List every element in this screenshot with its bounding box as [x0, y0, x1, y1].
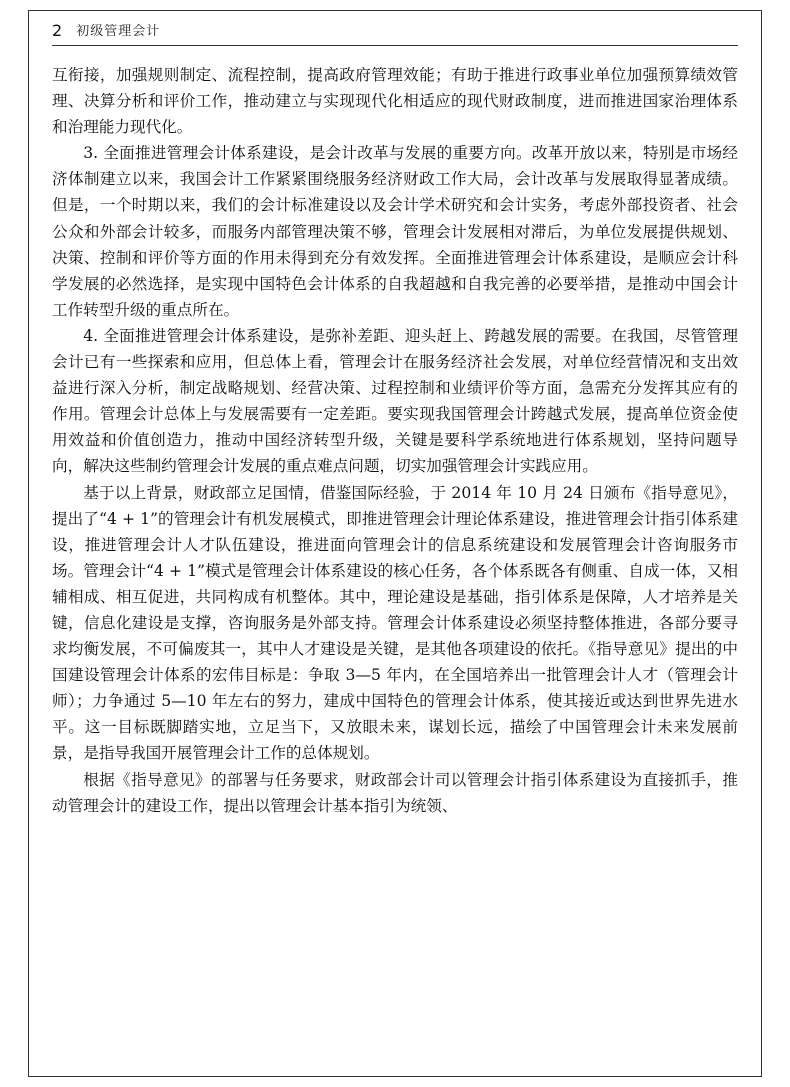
paragraph-5: 根据《指导意见》的部署与任务要求，财政部会计司以管理会计指引体系建设为直接抓手，推动管理会计的建设工作，提出以管理会计基本指引为统领、: [52, 770, 738, 815]
paragraph-3: 4. 全面推进管理会计体系建设，是弥补差距、迎头赶上、跨越发展的需要。在我国，尽管管理会计已有一些探索和应用，但总体上看，管理会计在服务经济社会发展，对单位经营情况和支出效益进行深入分析，制定战略规划、经营决策、过程控制和业绩评价等方面，急需充分发挥其应有的作用。管理会计总体上与发展需要有一定差距。要实现我国管理会计跨越式发展，提高单位资金使用效益和价值创造力，推动中国经济转型升级，关键是要科学系统地进行体系规划，坚持问题导向，解决这些制约管理会计发展的重点难点问题，切实加强管理会计实践应用。: [52, 326, 738, 476]
paragraph-1: 互衔接，加强规则制定、流程控制，提高政府管理效能；有助于推进行政事业单位加强预算绩效管理、决算分析和评价工作，推动建立与实现现代化相适应的现代财政制度，进而推进国家治理体系和治理能力现代化。: [52, 66, 738, 137]
body-text: [52, 62, 738, 819]
page-number: 2: [52, 21, 63, 40]
paragraph-4: 基于以上背景，财政部立足国情，借鉴国际经验，于 2014 年 10 月 24 日颁布《指导意见》，提出了“4 + 1”的管理会计有机发展模式，即推进管理会计理论体系建设，推进管理会计指引体系建设，推进管理会计人才队伍建设，推进面向管理会计的信息系统建设和发展管理会计咨询服务市场。管理会计“4 + 1”模式是管理会计体系建设的核心任务，各个体系既各有侧重、自成一体，又相辅相成、相互促进，共同构成有机整体。其中，理论建设是基础，指引体系是保障，人才培养是关键，信息化建设是支撑，咨询服务是外部支持。管理会计体系建设必须坚持整体推进，各部分要寻求均衡发展，不可偏废其一，其中人才建设是关键，是其他各项建设的依托。《指导意见》提出的中国建设管理会计体系的宏伟目标是：争取 3—5 年内，在全国培养出一批管理会计人才（管理会计师）；力争通过 5—10 年左右的努力，建成中国特色的管理会计体系，使其接近或达到世界先进水平。这一目标既脚踏实地，立足当下，又放眼未来，谋划长远，描绘了中国管理会计未来发展前景，是指导我国开展管理会计工作的总体规划。: [52, 483, 738, 763]
paragraph-2: 3. 全面推进管理会计体系建设，是会计改革与发展的重要方向。改革开放以来，特别是市场经济体制建立以来，我国会计工作紧紧围绕服务经济财政工作大局，会计改革与发展取得显著成绩。但是，一个时期以来，我们的会计标准建设以及会计学术研究和会计实务，考虑外部投资者、社会公众和外部会计较多，而服务内部管理决策不够，管理会计发展相对滞后，为单位发展提供规划、决策、控制和评价等方面的作用未得到充分有效发挥。全面推进管理会计体系建设，是顺应会计科学发展的必然选择，是实现中国特色会计体系的自我超越和自我完善的必要举措，是推动中国会计工作转型升级的重点所在。: [52, 144, 738, 319]
header-title: 初级管理会计: [76, 24, 161, 39]
running-header: [52, 20, 738, 46]
